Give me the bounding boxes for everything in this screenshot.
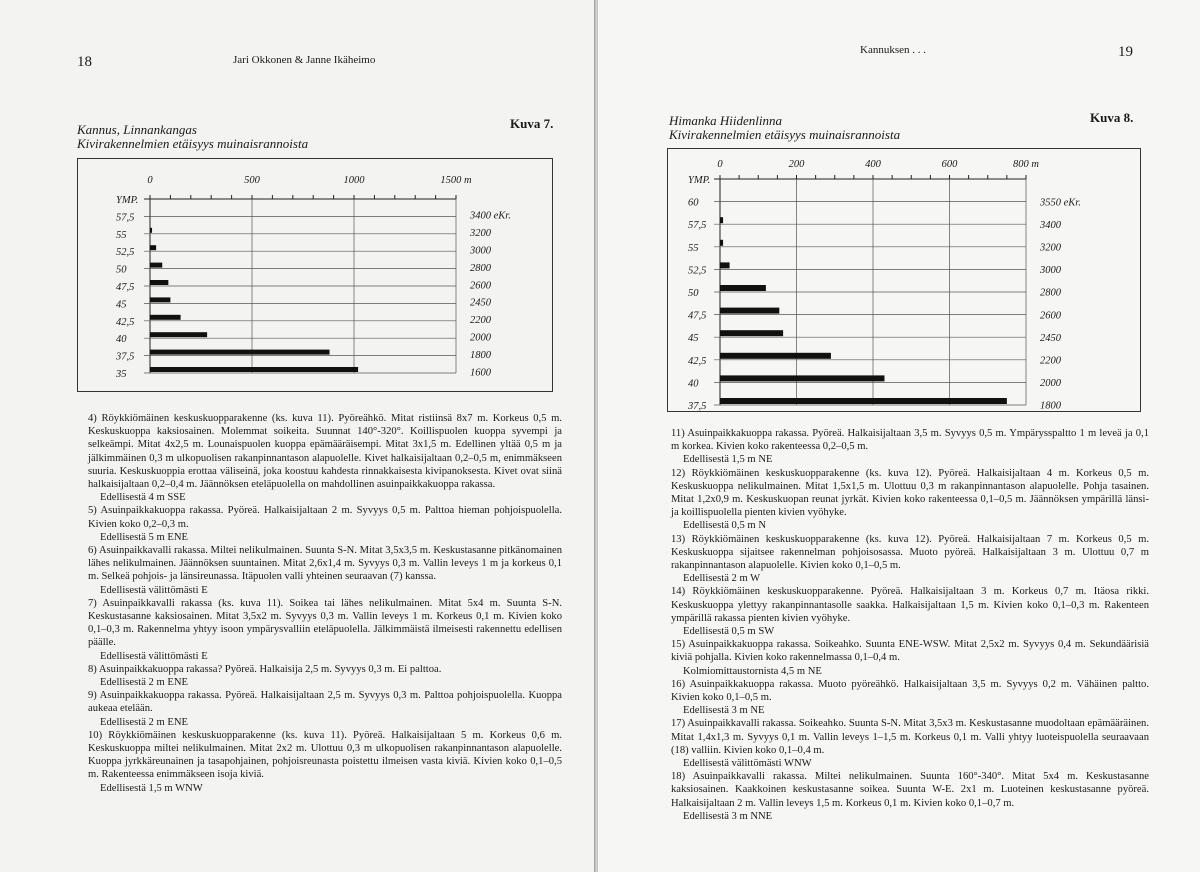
- date-label: 2200: [1040, 355, 1061, 367]
- body-text: [671, 427, 1149, 823]
- site-description: 10) Röykkiömäinen keskuskuopparakenne (ks. kuva 11). Pyöreä. Halkaisijaltaan 5 m. Korkeus 0,6 m. Keskuskuoppa miltei nelikulmainen. Mitat 2x2 m. Ulottuu 0,3 m ulkopuolisen rakanpinnantason alapuolelle. Kuoppa jyrkkäreunainen ja tasapohjainen, pohjoisreunasta poistettu ilmeisen vasta kiviä. Kivien koko 0,1–0,5 m. Rakenteessa enimmäkseen isoja kiviä.: [88, 729, 562, 781]
- y-top-label: YMP.: [116, 195, 139, 206]
- date-label: 3550 eKr.: [1040, 197, 1081, 209]
- x-tick-label: 1500 m: [440, 175, 472, 186]
- distance-note: Edellisestä 5 m ENE: [100, 531, 188, 543]
- date-label: 2000: [1040, 378, 1061, 390]
- site-description: 14) Röykkiömäinen keskuskuopparakenne. Pyöreä. Halkaisijaltaan 3 m. Korkeus 0,7 m. Itäosa rikki. Keskuskuoppa ylettyy rakanpinnantasolle saakka. Halkaisijaltaan 1,5 m. Kivien koko 0,1–0,3 m. Rakenteen ympärillä rakassa pienten kivien vyöhyke.: [671, 586, 1149, 624]
- bar: [150, 245, 156, 250]
- bar: [150, 297, 170, 302]
- y-tick-label: 35: [116, 369, 127, 380]
- site-description: 18) Asuinpaikkavalli rakassa. Miltei nelikulmainen. Suunta 160°-340°. Mitat 5x4 m. Keskustasanne kaksiosainen. Kaakkoinen keskustasanne soikea. Suunta W-E. 2x1 m. Luoteinen keskustasanne pyöreä. Halkaisijaltaan 2 m. Vallin leveys 1,5 m. Korkeus 0,1 m. Kivien koko 0,1–0,7 m.: [671, 771, 1149, 809]
- site-description: 7) Asuinpaikkavalli rakassa (ks. kuva 11). Soikea tai lähes nelikulmainen. Mitat 5x4 m. Suunta S-N. Keskustasanne kaksiosainen. Mitat 3,5x2 m. Syvyys 0,3 m. Vallin leveys 1 m. Korkeus 0,1 m. Kivien koko 0,1–0,3 m. Rakennelma yhtyy isoon ympärysvalliin eteläpuolella. Jälkimmäistä ilmeisesti rakennettu edellisen päälle.: [88, 597, 562, 649]
- distance-note: Edellisestä 2 m ENE: [100, 677, 188, 689]
- figure-label: Kuva 7.: [510, 116, 554, 131]
- bar: [150, 367, 358, 372]
- chart-frame: [667, 148, 1141, 412]
- date-label: 2000: [470, 332, 491, 344]
- y-tick-label: 40: [116, 334, 127, 346]
- distance-note: Edellisestä 2 m W: [683, 573, 761, 585]
- bar: [720, 285, 766, 291]
- y-top-label: YMP.: [688, 175, 711, 186]
- date-label: 1800: [470, 349, 491, 361]
- y-tick-label: 60: [688, 197, 699, 209]
- y-tick-label: 37,5: [688, 401, 707, 411]
- distance-note: Edellisestä välittömästi E: [100, 584, 208, 596]
- site-description: 12) Röykkiömäinen keskuskuopparakenne (ks. kuva 12). Pyöreä. Halkaisijaltaan 4 m. Korkeus 0,5 m. Keskuskuoppa nelikulmainen. Mitat 1,5x1,5 m. Ulottuu 0,3 m rakanpinnantason alapuolelle. Pohja tasainen. Mitat 1,2x0,9 m. Keskuskuopan reunat jyrkät. Kivien koko rakenteessa 0,1–0,5 m. Jäännöksen ympärillä länsi- ja koillispuolella pienten kivien vyöhyke.: [671, 467, 1149, 519]
- y-tick-label: 52,5: [116, 247, 135, 259]
- bar: [150, 263, 162, 268]
- y-tick-label: 45: [116, 299, 127, 311]
- distance-chart-himanka: [668, 149, 1140, 411]
- distance-note: Kolmiomittaustornista 4,5 m NE: [683, 665, 822, 677]
- figure-title-line1: Himanka Hiidenlinna: [669, 113, 783, 128]
- date-label: 3400 eKr.: [470, 210, 511, 222]
- bar: [720, 375, 884, 381]
- bar: [150, 228, 152, 233]
- date-label: 2800: [1040, 287, 1061, 299]
- bar: [720, 353, 831, 359]
- y-tick-label: 52,5: [688, 265, 707, 277]
- x-tick-label: 800 m: [1013, 159, 1039, 170]
- x-tick-label: 600: [941, 159, 958, 170]
- site-description: 11) Asuinpaikkakuoppa rakassa. Pyöreä. Halkaisijaltaan 3,5 m. Syvyys 0,5 m. Ympärysspaltto 1 m leveä ja 0,1 m korkea. Kivien koko rakenteessa 0,2–0,5 m.: [671, 428, 1149, 453]
- date-label: 2450: [1040, 332, 1061, 344]
- left-page: [0, 0, 596, 872]
- site-description: 4) Röykkiömäinen keskuskuopparakenne (ks. kuva 11). Pyöreähkö. Mitat ristiinsä 8x7 m. Korkeus 0,5 m. Keskuskuoppa kaksiosainen. Molemmat soikeita. Suunnat 140°-320°. Koillispuolen kuoppa syvempi ja selkeämpi. Mitat 4x2,5 m. Lounaispuolen kuoppa epämääräisempi. Mitat 3x1,5 m. Edellinen yltää 0,5 m ja jälkimmäinen 0,3 m ulkopuolisen rakanpinnantason alapuolelle. Kivet halkaisijaltaan 0,2–0,5 m, enimmäkseen suuria. Keskuskuoppia erottaa väliseinä, joka koostuu kahdesta rinnakkaisesta kivipanoksesta. Kivet ovat siinä halkaisijaltaan 0,2–0,4 m. Jäännöksen eteläpuolella on mahdollinen asuinpaikkakuoppa rakassa.: [88, 413, 562, 491]
- distance-note: Edellisestä 3 m NE: [683, 705, 765, 717]
- figure-title-line1: Kannus, Linnankangas: [77, 122, 197, 137]
- distance-note: Edellisestä 0,5 m N: [683, 520, 766, 532]
- site-description: 13) Röykkiömäinen keskuskuopparakenne (ks. kuva 12). Pyöreä. Halkaisijaltaan 7 m. Korkeus 0,5 m. Keskuskuoppa sijaitsee rakennelman pohjoisosassa. Muoto pyöreä. Halkaisijaltaan 3 m. Ulottuu 0,7 m rakanpinnantason alapuolelle. Kivien koko 0,1–0,5 m.: [671, 533, 1149, 572]
- x-tick-label: 400: [865, 159, 881, 170]
- site-description: 9) Asuinpaikkakuoppa rakassa. Pyöreä. Halkaisijaltaan 2,5 m. Syvyys 0,3 m. Palttoa pohjoispuolella. Kuoppa aukeaa etelään.: [88, 690, 562, 715]
- date-label: 2800: [470, 262, 491, 274]
- date-label: 2600: [470, 280, 491, 292]
- y-tick-label: 40: [688, 378, 699, 390]
- site-description: 6) Asuinpaikkavalli rakassa. Miltei nelikulmainen. Suunta S-N. Mitat 3,5x3,5 m. Keskustasanne pitkänomainen lähes nelikulmainen. Jäännöksen suuntainen. Mitat 2,6x1,4 m. Syvyys 0,3 m. Vallin leveys 1 m ja korkeus 0,1 m. Selkeä pohjois- ja länsireunassa. Itäpuolen valli yhteinen seuraavan (7) kanssa.: [88, 545, 562, 583]
- bar: [720, 398, 1007, 404]
- bar: [720, 262, 730, 268]
- figure-title: [669, 114, 900, 142]
- date-label: 2450: [470, 297, 491, 309]
- distance-note: Edellisestä välittömästi E: [100, 650, 208, 662]
- site-description: 17) Asuinpaikkavalli rakassa. Soikeahko. Suunta S-N. Mitat 3,5x3 m. Keskustasanne muodoltaan epämääräinen. Mitat 1,4x1,3 m. Syvyys 0,1 m. Vallin leveys 1–1,5 m. Korkeus 0,1 m. Valli yhtyy luoteispuolella seuraavaan (18) valliin. Kivien koko 0,1–0,4 m.: [671, 718, 1149, 756]
- y-tick-label: 50: [116, 264, 127, 276]
- date-label: 3000: [1040, 265, 1061, 277]
- y-tick-label: 47,5: [116, 282, 135, 293]
- y-tick-label: 42,5: [116, 316, 135, 328]
- figure-title-line2: Kivirakennelmien etäisyys muinaisrannoista: [669, 127, 901, 142]
- x-tick-label: 0: [717, 159, 723, 170]
- date-label: 2200: [470, 315, 491, 327]
- bar: [720, 217, 723, 223]
- site-description: 5) Asuinpaikkakuoppa rakassa. Pyöreä. Halkaisijaltaan 2 m. Syvyys 0,5 m. Palttoa hieman pohjoispuolella. Kivien koko 0,2–0,3 m.: [88, 505, 562, 530]
- site-description: 8) Asuinpaikkakuoppa rakassa? Pyöreä. Halkaisija 2,5 m. Syvyys 0,3 m. Ei palttoa.: [88, 663, 442, 675]
- figure-title: [77, 123, 308, 151]
- bar: [150, 280, 168, 285]
- date-label: 3000: [470, 245, 491, 257]
- figure-label: Kuva 8.: [1090, 110, 1134, 125]
- right-page: [598, 0, 1200, 872]
- y-tick-label: 50: [688, 288, 699, 299]
- y-tick-label: 57,5: [688, 220, 707, 232]
- page-number: 18: [77, 54, 92, 70]
- date-label: 3400: [1040, 219, 1061, 231]
- bar: [720, 240, 723, 246]
- distance-note: Edellisestä välittömästi WNW: [683, 758, 812, 770]
- y-tick-label: 55: [116, 229, 127, 241]
- y-tick-label: 37,5: [116, 351, 135, 363]
- bar: [150, 332, 207, 337]
- distance-note: Edellisestä 1,5 m WNW: [100, 782, 203, 794]
- distance-note: Edellisestä 4 m SSE: [100, 492, 186, 504]
- bar: [150, 315, 181, 320]
- bar: [720, 308, 779, 314]
- y-tick-label: 57,5: [116, 212, 135, 224]
- x-tick-label: 500: [244, 175, 260, 186]
- running-head: Jari Okkonen & Janne Ikäheimo: [233, 54, 376, 66]
- site-description: 15) Asuinpaikkakuoppa rakassa. Soikeahko. Suunta ENE-WSW. Mitat 2,5x2 m. Syvyys 0,4 m. Sekundäärisiä kiviä pohjalla. Kivien koko rakennelmassa 0,1–0,4 m.: [671, 639, 1149, 664]
- site-description: 16) Asuinpaikkakuoppa rakassa. Muoto pyöreähkö. Halkaisijaltaan 3,5 m. Syvyys 0,2 m. Vähäinen paltto. Kivien koko 0,1–0,5 m.: [671, 678, 1149, 704]
- y-tick-label: 47,5: [688, 310, 707, 322]
- chart-frame: [77, 158, 553, 392]
- bar: [720, 330, 783, 336]
- y-tick-label: 42,5: [688, 355, 707, 367]
- date-label: 3200: [1040, 242, 1061, 254]
- date-label: 3200: [470, 228, 491, 240]
- x-tick-label: 200: [788, 159, 805, 170]
- running-head: Kannuksen . . .: [860, 44, 926, 56]
- bar: [150, 350, 330, 355]
- x-tick-label: 0: [147, 175, 153, 186]
- distance-chart-kannus: [78, 159, 552, 391]
- distance-note: Edellisestä 1,5 m NE: [683, 454, 773, 466]
- figure-title-line2: Kivirakennelmien etäisyys muinaisrannoista: [77, 136, 309, 151]
- page-number: 19: [1118, 44, 1133, 60]
- date-label: 1600: [470, 367, 491, 379]
- y-tick-label: 45: [688, 333, 699, 345]
- body-text: [88, 412, 562, 795]
- x-tick-label: 1000: [343, 175, 365, 186]
- date-label: 2600: [1040, 310, 1061, 322]
- distance-note: Edellisestä 3 m NNE: [683, 810, 773, 822]
- distance-note: Edellisestä 2 m ENE: [100, 716, 188, 728]
- distance-note: Edellisestä 0,5 m SW: [683, 626, 775, 638]
- date-label: 1800: [1040, 400, 1061, 411]
- y-tick-label: 55: [688, 242, 699, 254]
